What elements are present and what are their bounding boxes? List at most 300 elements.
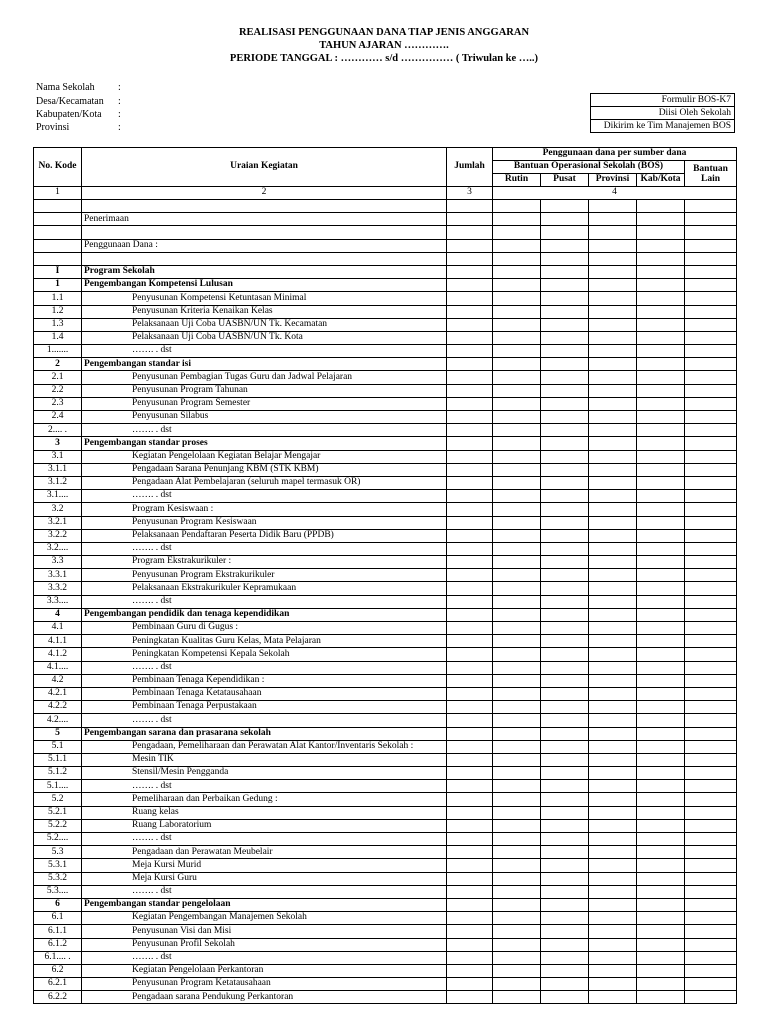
row-amount-cell (447, 846, 493, 859)
row-amount-cell (541, 358, 589, 371)
row-code: 4 (34, 608, 82, 621)
table-row (34, 714, 737, 727)
row-amount-cell (447, 898, 493, 911)
row-amount-cell (589, 226, 637, 239)
row-amount-cell (589, 569, 637, 582)
row-amount-cell (589, 305, 637, 318)
row-amount-cell (589, 397, 637, 410)
row-amount-cell (447, 951, 493, 964)
row-amount-cell (493, 226, 541, 239)
row-amount-cell (685, 714, 737, 727)
table-row (34, 885, 737, 898)
row-amount-cell (447, 279, 493, 292)
row-amount-cell (589, 279, 637, 292)
row-amount-cell (493, 964, 541, 977)
row-amount-cell (685, 318, 737, 331)
row-amount-cell (447, 371, 493, 384)
row-amount-cell (637, 305, 685, 318)
table-row (34, 912, 737, 925)
row-description: Kegiatan Pengelolaan Kegiatan Belajar Mengajar (82, 450, 447, 463)
table-row (34, 622, 737, 635)
row-amount-cell (637, 529, 685, 542)
row-code: 2.... . (34, 424, 82, 437)
row-amount-cell (637, 503, 685, 516)
row-amount-cell (541, 846, 589, 859)
row-code (34, 226, 82, 239)
row-amount-cell (637, 635, 685, 648)
row-amount-cell (447, 529, 493, 542)
info-label: Desa/Kecamatan (36, 96, 104, 107)
row-amount-cell (447, 437, 493, 450)
row-code: 5.3.2 (34, 872, 82, 885)
row-code: 4.1.... (34, 661, 82, 674)
row-description: Pembinaan Tenaga Perpustakaan (82, 701, 447, 714)
row-amount-cell (541, 516, 589, 529)
row-amount-cell (447, 714, 493, 727)
row-amount-cell (493, 740, 541, 753)
row-amount-cell (493, 687, 541, 700)
row-code: 1.3 (34, 318, 82, 331)
row-amount-cell (541, 292, 589, 305)
row-amount-cell (493, 358, 541, 371)
info-label: Nama Sekolah (36, 82, 95, 93)
row-description: Pengadaan dan Perawatan Meubelair (82, 846, 447, 859)
row-code: 3 (34, 437, 82, 450)
table-row (34, 200, 737, 213)
row-amount-cell (589, 595, 637, 608)
row-amount-cell (589, 859, 637, 872)
row-description: ……. . dst (82, 885, 447, 898)
row-amount-cell (685, 213, 737, 226)
form-code: Formulir BOS-K7 (591, 94, 735, 107)
row-amount-cell (589, 661, 637, 674)
row-code: 5.3.1 (34, 859, 82, 872)
row-code: 3.2.2 (34, 529, 82, 542)
row-description: Meja Kursi Guru (82, 872, 447, 885)
row-code: 3.3.2 (34, 582, 82, 595)
row-amount-cell (685, 872, 737, 885)
row-amount-cell (685, 371, 737, 384)
row-amount-cell (493, 608, 541, 621)
row-amount-cell (589, 912, 637, 925)
row-description: Pengadaan Sarana Penunjang KBM (STK KBM) (82, 463, 447, 476)
row-amount-cell (637, 265, 685, 278)
row-code: 5.1.... (34, 780, 82, 793)
info-label: Provinsi (36, 122, 70, 133)
table-row (34, 305, 737, 318)
row-amount-cell (685, 490, 737, 503)
row-amount-cell (493, 384, 541, 397)
row-description: Ruang kelas (82, 806, 447, 819)
row-description: Penerimaan (82, 213, 447, 226)
table-row (34, 898, 737, 911)
row-amount-cell (447, 978, 493, 991)
row-amount-cell (541, 727, 589, 740)
row-amount-cell (589, 833, 637, 846)
row-amount-cell (541, 859, 589, 872)
row-amount-cell (685, 252, 737, 265)
row-amount-cell (589, 780, 637, 793)
row-amount-cell (493, 595, 541, 608)
row-amount-cell (685, 239, 737, 252)
row-description: Pelaksanaan Pendaftaran Peserta Didik Baru (PPDB) (82, 529, 447, 542)
row-amount-cell (637, 753, 685, 766)
table-row (34, 767, 737, 780)
row-description: Kegiatan Pengembangan Manajemen Sekolah (82, 912, 447, 925)
row-amount-cell (589, 556, 637, 569)
table-row (34, 490, 737, 503)
row-amount-cell (637, 687, 685, 700)
row-amount-cell (589, 674, 637, 687)
table-row (34, 411, 737, 424)
info-sep: : (118, 122, 121, 133)
row-amount-cell (493, 846, 541, 859)
row-amount-cell (685, 292, 737, 305)
row-code: I (34, 265, 82, 278)
row-amount-cell (493, 727, 541, 740)
table-row (34, 833, 737, 846)
table-row (34, 450, 737, 463)
row-description: Pengadaan, Pemeliharaan dan Perawatan Alat Kantor/Inventaris Sekolah : (82, 740, 447, 753)
row-code: 4.2.2 (34, 701, 82, 714)
table-row (34, 542, 737, 555)
row-amount-cell (685, 912, 737, 925)
row-amount-cell (541, 529, 589, 542)
row-amount-cell (637, 872, 685, 885)
row-description: Penyusunan Visi dan Misi (82, 925, 447, 938)
row-description: Penyusunan Program Ekstrakurikuler (82, 569, 447, 582)
info-nama-sekolah (36, 82, 121, 93)
table-row (34, 463, 737, 476)
row-amount-cell (637, 622, 685, 635)
row-amount-cell (493, 885, 541, 898)
row-amount-cell (447, 331, 493, 344)
info-provinsi (36, 122, 121, 133)
col-number-1: 1 (34, 187, 82, 200)
row-amount-cell (447, 793, 493, 806)
row-code: 5.3.... (34, 885, 82, 898)
row-amount-cell (637, 516, 685, 529)
col-number-3: 3 (447, 187, 493, 200)
row-amount-cell (637, 542, 685, 555)
row-amount-cell (685, 674, 737, 687)
row-amount-cell (493, 213, 541, 226)
row-amount-cell (637, 819, 685, 832)
table-row (34, 239, 737, 252)
row-amount-cell (589, 648, 637, 661)
row-amount-cell (447, 556, 493, 569)
row-description: Program Sekolah (82, 265, 447, 278)
row-amount-cell (685, 265, 737, 278)
row-amount-cell (447, 780, 493, 793)
row-amount-cell (493, 542, 541, 555)
row-amount-cell (447, 490, 493, 503)
row-description: Penyusunan Kriteria Kenaikan Kelas (82, 305, 447, 318)
row-description: Program Kesiswaan : (82, 503, 447, 516)
table-row (34, 740, 737, 753)
row-amount-cell (541, 964, 589, 977)
row-code: 1.1 (34, 292, 82, 305)
table-row (34, 358, 737, 371)
row-description: ……. . dst (82, 542, 447, 555)
row-amount-cell (589, 740, 637, 753)
col-header-no-kode: No. Kode (34, 148, 82, 187)
row-description: Penggunaan Dana : (82, 239, 447, 252)
row-amount-cell (541, 226, 589, 239)
row-amount-cell (685, 556, 737, 569)
form-sent-to: Dikirim ke Tim Manajemen BOS (591, 120, 735, 133)
row-amount-cell (493, 345, 541, 358)
row-amount-cell (637, 859, 685, 872)
row-amount-cell (493, 635, 541, 648)
row-amount-cell (493, 279, 541, 292)
row-amount-cell (493, 490, 541, 503)
table-row (34, 226, 737, 239)
row-description: Penyusunan Silabus (82, 411, 447, 424)
row-amount-cell (685, 753, 737, 766)
row-description: Peningkatan Kualitas Guru Kelas, Mata Pelajaran (82, 635, 447, 648)
row-amount-cell (541, 793, 589, 806)
row-amount-cell (493, 780, 541, 793)
table-row (34, 727, 737, 740)
row-amount-cell (493, 951, 541, 964)
row-amount-cell (541, 635, 589, 648)
col-header-rutin: Rutin (493, 174, 541, 187)
row-amount-cell (447, 239, 493, 252)
row-amount-cell (541, 265, 589, 278)
row-amount-cell (685, 226, 737, 239)
row-amount-cell (447, 964, 493, 977)
row-amount-cell (447, 674, 493, 687)
table-row (34, 780, 737, 793)
row-amount-cell (493, 648, 541, 661)
row-amount-cell (685, 885, 737, 898)
row-amount-cell (589, 714, 637, 727)
row-amount-cell (685, 767, 737, 780)
row-amount-cell (685, 437, 737, 450)
row-amount-cell (447, 622, 493, 635)
row-amount-cell (637, 925, 685, 938)
row-amount-cell (637, 397, 685, 410)
row-amount-cell (637, 450, 685, 463)
row-amount-cell (637, 740, 685, 753)
row-amount-cell (685, 516, 737, 529)
row-amount-cell (685, 648, 737, 661)
row-amount-cell (637, 806, 685, 819)
table-row (34, 345, 737, 358)
row-amount-cell (493, 978, 541, 991)
row-amount-cell (685, 898, 737, 911)
row-amount-cell (637, 978, 685, 991)
row-amount-cell (493, 793, 541, 806)
row-code: 3.2 (34, 503, 82, 516)
row-amount-cell (685, 661, 737, 674)
row-code: 1....... (34, 345, 82, 358)
row-amount-cell (685, 859, 737, 872)
row-amount-cell (637, 780, 685, 793)
row-amount-cell (541, 305, 589, 318)
row-amount-cell (685, 991, 737, 1004)
row-description: ……. . dst (82, 833, 447, 846)
row-code: 6 (34, 898, 82, 911)
table-row (34, 648, 737, 661)
row-amount-cell (637, 661, 685, 674)
row-amount-cell (685, 542, 737, 555)
row-description: Pelaksanaan Uji Coba UASBN/UN Tk. Kecamatan (82, 318, 447, 331)
table-row (34, 318, 737, 331)
row-description: Pengembangan pendidik dan tenaga kependidikan (82, 608, 447, 621)
row-amount-cell (447, 885, 493, 898)
row-code: 5.2.1 (34, 806, 82, 819)
row-amount-cell (685, 450, 737, 463)
info-desa-kecamatan (36, 96, 121, 107)
row-amount-cell (493, 859, 541, 872)
row-amount-cell (589, 806, 637, 819)
row-amount-cell (447, 397, 493, 410)
row-amount-cell (447, 859, 493, 872)
row-amount-cell (685, 595, 737, 608)
row-description: Pembinaan Tenaga Kependidikan : (82, 674, 447, 687)
row-amount-cell (541, 318, 589, 331)
row-amount-cell (493, 674, 541, 687)
row-amount-cell (541, 397, 589, 410)
row-amount-cell (447, 767, 493, 780)
row-amount-cell (541, 252, 589, 265)
row-amount-cell (589, 450, 637, 463)
row-description (82, 200, 447, 213)
row-amount-cell (493, 925, 541, 938)
row-amount-cell (541, 938, 589, 951)
row-amount-cell (685, 305, 737, 318)
col-header-uraian: Uraian Kegiatan (82, 148, 447, 187)
row-description: ……. . dst (82, 595, 447, 608)
row-amount-cell (493, 331, 541, 344)
row-amount-cell (541, 991, 589, 1004)
row-amount-cell (541, 898, 589, 911)
row-amount-cell (541, 331, 589, 344)
row-amount-cell (637, 424, 685, 437)
row-amount-cell (685, 476, 737, 489)
row-amount-cell (685, 780, 737, 793)
row-amount-cell (541, 674, 589, 687)
row-amount-cell (589, 872, 637, 885)
row-description: Mesin TIK (82, 753, 447, 766)
row-amount-cell (637, 991, 685, 1004)
row-amount-cell (493, 463, 541, 476)
row-amount-cell (589, 292, 637, 305)
row-amount-cell (493, 991, 541, 1004)
row-description: Penyusunan Pembagian Tugas Guru dan Jadwal Pelajaran (82, 371, 447, 384)
row-amount-cell (589, 345, 637, 358)
row-code: 2.4 (34, 411, 82, 424)
row-code: 5.1 (34, 740, 82, 753)
row-amount-cell (685, 701, 737, 714)
row-amount-cell (541, 806, 589, 819)
row-code: 3.1.... (34, 490, 82, 503)
row-amount-cell (493, 503, 541, 516)
row-amount-cell (541, 476, 589, 489)
row-amount-cell (637, 490, 685, 503)
row-amount-cell (493, 556, 541, 569)
row-amount-cell (589, 991, 637, 1004)
row-amount-cell (589, 885, 637, 898)
row-amount-cell (637, 938, 685, 951)
row-amount-cell (493, 200, 541, 213)
col-header-jumlah: Jumlah (447, 148, 493, 187)
row-code: 6.1 (34, 912, 82, 925)
row-description: ……. . dst (82, 661, 447, 674)
table-row (34, 529, 737, 542)
row-amount-cell (447, 463, 493, 476)
row-amount-cell (447, 912, 493, 925)
table-row (34, 252, 737, 265)
table-row (34, 397, 737, 410)
table-row (34, 595, 737, 608)
row-code: 5.2.... (34, 833, 82, 846)
row-amount-cell (447, 318, 493, 331)
row-description: Pelaksanaan Uji Coba UASBN/UN Tk. Kota (82, 331, 447, 344)
table-row (34, 424, 737, 437)
row-amount-cell (493, 872, 541, 885)
row-amount-cell (589, 925, 637, 938)
row-amount-cell (493, 714, 541, 727)
table-row (34, 279, 737, 292)
row-amount-cell (589, 542, 637, 555)
row-code (34, 239, 82, 252)
row-amount-cell (447, 833, 493, 846)
row-amount-cell (589, 846, 637, 859)
row-amount-cell (541, 384, 589, 397)
row-amount-cell (447, 701, 493, 714)
row-amount-cell (637, 476, 685, 489)
row-code: 6.1.... . (34, 951, 82, 964)
row-amount-cell (541, 780, 589, 793)
table-row (34, 925, 737, 938)
table-row (34, 806, 737, 819)
row-amount-cell (637, 279, 685, 292)
row-code: 1.2 (34, 305, 82, 318)
row-code: 5.1.2 (34, 767, 82, 780)
col-header-kabkota: Kab/Kota (637, 174, 685, 187)
row-amount-cell (589, 727, 637, 740)
row-amount-cell (637, 358, 685, 371)
row-amount-cell (541, 463, 589, 476)
row-description: Pengembangan standar proses (82, 437, 447, 450)
row-code: 4.2 (34, 674, 82, 687)
row-amount-cell (685, 806, 737, 819)
row-amount-cell (589, 938, 637, 951)
row-amount-cell (541, 608, 589, 621)
row-amount-cell (589, 331, 637, 344)
row-description: Penyusunan Program Ketatausahaan (82, 978, 447, 991)
row-amount-cell (541, 279, 589, 292)
row-amount-cell (447, 595, 493, 608)
row-amount-cell (685, 529, 737, 542)
row-amount-cell (447, 569, 493, 582)
row-description: Pengembangan sarana dan prasarana sekolah (82, 727, 447, 740)
row-description: Pelaksanaan Ekstrakurikuler Kepramukaan (82, 582, 447, 595)
row-amount-cell (493, 476, 541, 489)
table-row (34, 819, 737, 832)
row-amount-cell (447, 411, 493, 424)
row-code: 2.1 (34, 371, 82, 384)
row-amount-cell (541, 767, 589, 780)
row-amount-cell (447, 753, 493, 766)
row-amount-cell (493, 424, 541, 437)
row-amount-cell (637, 569, 685, 582)
row-amount-cell (447, 424, 493, 437)
row-amount-cell (493, 239, 541, 252)
